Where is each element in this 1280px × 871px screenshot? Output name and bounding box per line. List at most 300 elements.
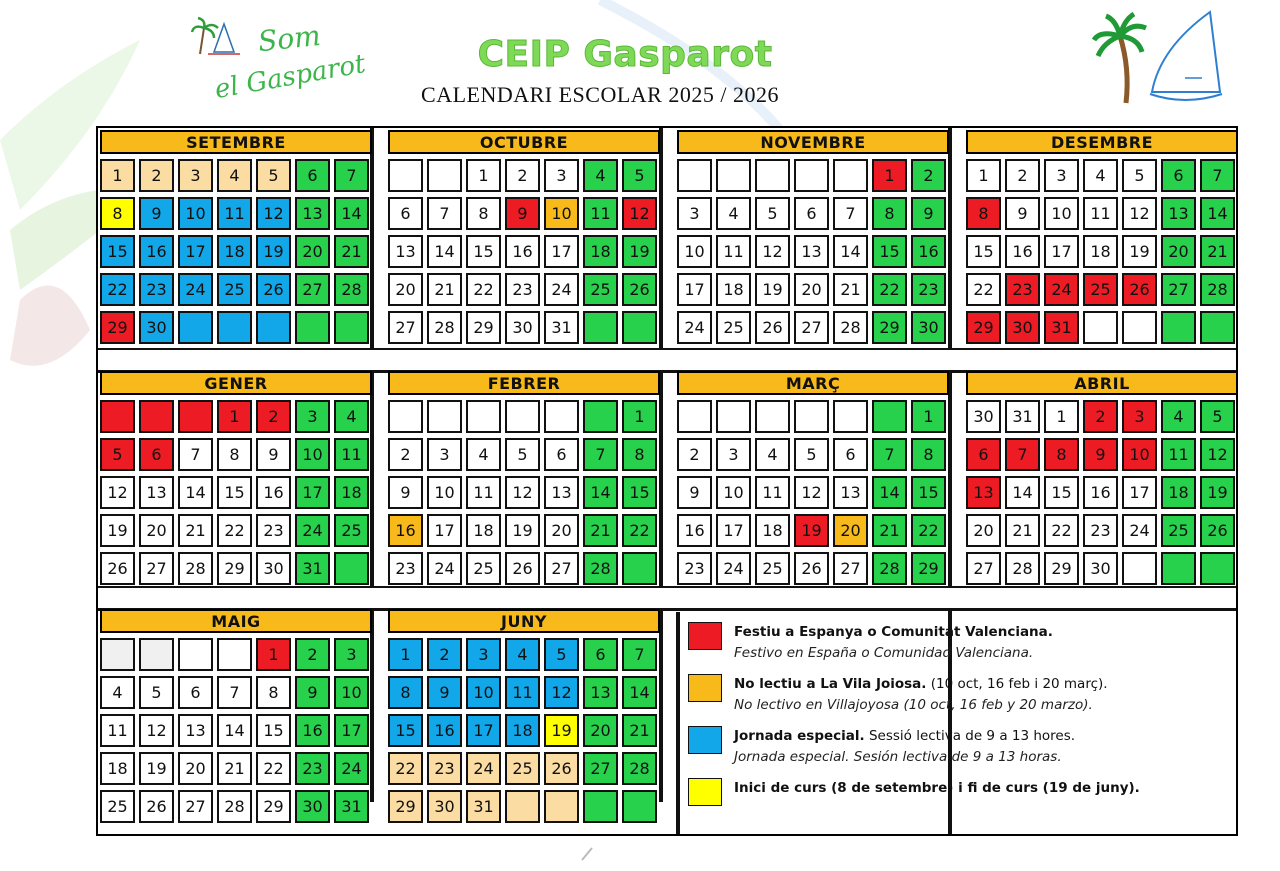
day-cell: 12	[794, 476, 829, 509]
day-cell: 19	[139, 752, 174, 785]
day-cell: 9	[1005, 197, 1040, 230]
day-cell: 29	[1044, 552, 1079, 585]
day-cell: 30	[966, 400, 1001, 433]
day-cell	[217, 638, 252, 671]
day-cell: 12	[256, 197, 291, 230]
day-cell: 13	[544, 476, 579, 509]
day-cell: 6	[966, 438, 1001, 471]
month-setembre	[100, 130, 372, 344]
day-cell: 10	[1044, 197, 1079, 230]
day-cell: 16	[139, 235, 174, 268]
month-header: FEBRER	[388, 371, 660, 395]
day-cell: 24	[295, 514, 330, 547]
day-cell: 1	[966, 159, 1001, 192]
day-cell	[1122, 552, 1157, 585]
day-cell	[139, 400, 174, 433]
month-header: MAIG	[100, 609, 372, 633]
day-cell	[1200, 311, 1235, 344]
day-cell: 7	[334, 159, 369, 192]
day-cell: 3	[334, 638, 369, 671]
day-cell: 17	[677, 273, 712, 306]
day-cell: 7	[217, 676, 252, 709]
day-cell: 23	[1083, 514, 1118, 547]
day-cell: 22	[911, 514, 946, 547]
day-cell: 29	[911, 552, 946, 585]
day-cell: 26	[256, 273, 291, 306]
day-cell: 23	[256, 514, 291, 547]
day-cell: 31	[1005, 400, 1040, 433]
month-febrer	[388, 371, 660, 585]
day-cell: 9	[388, 476, 423, 509]
day-cell: 5	[256, 159, 291, 192]
day-cell: 25	[755, 552, 790, 585]
day-cell: 13	[583, 676, 618, 709]
day-cell: 9	[139, 197, 174, 230]
day-cell: 15	[872, 235, 907, 268]
day-cell	[794, 159, 829, 192]
day-cell: 18	[466, 514, 501, 547]
page-title: CEIP Gasparot	[477, 34, 773, 75]
legend-swatch-blue	[688, 726, 722, 754]
day-cell	[100, 400, 135, 433]
day-cell: 20	[295, 235, 330, 268]
day-cell	[505, 400, 540, 433]
day-cell: 4	[466, 438, 501, 471]
day-cell: 27	[1161, 273, 1196, 306]
legend-swatch-yellow	[688, 778, 722, 806]
day-cell: 23	[388, 552, 423, 585]
day-cell: 15	[1044, 476, 1079, 509]
day-cell: 17	[1122, 476, 1157, 509]
day-cell: 9	[505, 197, 540, 230]
month-març	[677, 371, 949, 585]
day-cell: 24	[466, 752, 501, 785]
day-cell: 28	[427, 311, 462, 344]
day-cell: 28	[622, 752, 657, 785]
day-cell: 3	[466, 638, 501, 671]
day-cell	[622, 311, 657, 344]
row-gap	[98, 586, 1236, 611]
day-cell: 7	[622, 638, 657, 671]
day-cell: 9	[911, 197, 946, 230]
day-cell: 4	[217, 159, 252, 192]
day-cell	[505, 790, 540, 823]
day-cell: 8	[388, 676, 423, 709]
day-cell: 24	[178, 273, 213, 306]
day-cell: 3	[544, 159, 579, 192]
day-cell: 28	[872, 552, 907, 585]
day-cell: 30	[139, 311, 174, 344]
legend-text	[734, 726, 1234, 768]
day-cell: 5	[505, 438, 540, 471]
day-cell: 26	[622, 273, 657, 306]
day-cell: 28	[1200, 273, 1235, 306]
day-cell: 25	[583, 273, 618, 306]
day-cell: 22	[622, 514, 657, 547]
day-cell: 14	[583, 476, 618, 509]
day-cell: 25	[505, 752, 540, 785]
day-cell: 10	[544, 197, 579, 230]
day-cell: 1	[911, 400, 946, 433]
day-cell: 15	[966, 235, 1001, 268]
day-cell: 13	[1161, 197, 1196, 230]
day-cell: 29	[872, 311, 907, 344]
day-cell: 12	[100, 476, 135, 509]
day-cell: 23	[295, 752, 330, 785]
day-grid	[677, 400, 949, 585]
month-header: OCTUBRE	[388, 130, 660, 154]
day-cell: 1	[622, 400, 657, 433]
day-cell	[544, 790, 579, 823]
day-cell	[755, 400, 790, 433]
day-cell: 19	[755, 273, 790, 306]
day-cell: 13	[966, 476, 1001, 509]
day-cell: 15	[256, 714, 291, 747]
day-cell: 1	[217, 400, 252, 433]
day-cell: 10	[716, 476, 751, 509]
day-cell: 12	[622, 197, 657, 230]
day-cell: 27	[794, 311, 829, 344]
day-cell: 14	[334, 197, 369, 230]
day-cell: 3	[716, 438, 751, 471]
day-cell: 28	[1005, 552, 1040, 585]
day-cell: 4	[716, 197, 751, 230]
day-cell: 1	[388, 638, 423, 671]
day-grid	[100, 638, 372, 823]
day-cell: 4	[1083, 159, 1118, 192]
day-cell: 22	[388, 752, 423, 785]
day-cell: 16	[295, 714, 330, 747]
day-cell	[872, 400, 907, 433]
palm-sailboat-icon	[1090, 8, 1230, 108]
legend-bold: Festiu a Espanya o Comunitat Valenciana.	[734, 624, 1053, 640]
legend-text	[734, 622, 1234, 664]
day-cell: 8	[100, 197, 135, 230]
day-cell: 20	[544, 514, 579, 547]
day-cell: 2	[139, 159, 174, 192]
day-cell: 19	[1122, 235, 1157, 268]
day-cell: 30	[505, 311, 540, 344]
day-cell: 29	[217, 552, 252, 585]
day-cell: 17	[716, 514, 751, 547]
day-cell: 13	[833, 476, 868, 509]
day-cell: 2	[295, 638, 330, 671]
day-cell: 9	[427, 676, 462, 709]
day-cell: 25	[100, 790, 135, 823]
day-cell: 18	[1161, 476, 1196, 509]
day-cell: 5	[794, 438, 829, 471]
day-cell: 27	[295, 273, 330, 306]
day-cell: 2	[505, 159, 540, 192]
day-cell	[334, 552, 369, 585]
day-cell	[178, 638, 213, 671]
day-cell: 18	[100, 752, 135, 785]
day-cell: 27	[544, 552, 579, 585]
day-cell: 10	[334, 676, 369, 709]
day-cell: 11	[217, 197, 252, 230]
day-cell: 5	[1200, 400, 1235, 433]
day-cell: 11	[755, 476, 790, 509]
day-cell: 28	[178, 552, 213, 585]
day-cell: 19	[505, 514, 540, 547]
day-cell: 22	[100, 273, 135, 306]
day-cell: 1	[256, 638, 291, 671]
day-cell: 8	[217, 438, 252, 471]
day-grid	[100, 400, 372, 585]
day-cell: 3	[1044, 159, 1079, 192]
month-juny	[388, 609, 660, 823]
month-abril	[966, 371, 1238, 585]
day-cell: 2	[677, 438, 712, 471]
day-cell	[755, 159, 790, 192]
day-cell: 21	[1005, 514, 1040, 547]
day-cell: 1	[872, 159, 907, 192]
day-cell: 25	[466, 552, 501, 585]
day-cell: 10	[1122, 438, 1157, 471]
day-cell: 31	[295, 552, 330, 585]
day-cell: 17	[466, 714, 501, 747]
day-cell: 29	[466, 311, 501, 344]
day-cell: 30	[256, 552, 291, 585]
month-header: ABRIL	[966, 371, 1238, 395]
day-cell: 16	[1005, 235, 1040, 268]
day-cell: 26	[794, 552, 829, 585]
day-cell: 1	[100, 159, 135, 192]
day-cell: 7	[872, 438, 907, 471]
day-cell: 6	[388, 197, 423, 230]
day-cell	[677, 159, 712, 192]
day-cell: 20	[388, 273, 423, 306]
day-cell: 18	[505, 714, 540, 747]
day-cell: 17	[1044, 235, 1079, 268]
day-cell: 11	[466, 476, 501, 509]
day-cell: 27	[966, 552, 1001, 585]
day-cell: 2	[911, 159, 946, 192]
day-cell: 7	[583, 438, 618, 471]
day-cell: 27	[833, 552, 868, 585]
day-cell	[544, 400, 579, 433]
day-cell: 13	[139, 476, 174, 509]
day-cell: 8	[1044, 438, 1079, 471]
day-cell: 6	[139, 438, 174, 471]
day-cell: 20	[139, 514, 174, 547]
day-cell: 18	[755, 514, 790, 547]
day-cell: 22	[466, 273, 501, 306]
day-cell: 19	[622, 235, 657, 268]
day-cell: 9	[677, 476, 712, 509]
day-cell: 13	[178, 714, 213, 747]
day-cell	[100, 638, 135, 671]
day-cell: 14	[1005, 476, 1040, 509]
day-cell: 4	[583, 159, 618, 192]
day-cell: 8	[966, 197, 1001, 230]
day-cell: 28	[334, 273, 369, 306]
day-cell: 31	[544, 311, 579, 344]
day-cell: 26	[1200, 514, 1235, 547]
day-cell: 14	[178, 476, 213, 509]
day-cell: 11	[1083, 197, 1118, 230]
day-cell	[334, 311, 369, 344]
day-cell: 8	[256, 676, 291, 709]
day-cell: 17	[178, 235, 213, 268]
day-cell: 9	[256, 438, 291, 471]
logo-text-line1: Som	[256, 18, 323, 59]
day-cell: 22	[872, 273, 907, 306]
day-cell: 19	[1200, 476, 1235, 509]
calendar-board	[96, 126, 1238, 836]
day-cell: 20	[794, 273, 829, 306]
day-cell: 24	[427, 552, 462, 585]
day-cell: 3	[1122, 400, 1157, 433]
month-header: JUNY	[388, 609, 660, 633]
day-cell: 21	[334, 235, 369, 268]
day-cell: 6	[1161, 159, 1196, 192]
day-cell: 8	[466, 197, 501, 230]
month-gener	[100, 371, 372, 585]
day-cell: 11	[505, 676, 540, 709]
day-cell: 31	[466, 790, 501, 823]
day-cell: 14	[833, 235, 868, 268]
day-cell: 5	[622, 159, 657, 192]
day-cell: 5	[139, 676, 174, 709]
day-cell: 26	[505, 552, 540, 585]
day-cell	[833, 159, 868, 192]
day-cell: 24	[1044, 273, 1079, 306]
day-cell: 10	[466, 676, 501, 709]
day-cell	[794, 400, 829, 433]
day-cell: 27	[388, 311, 423, 344]
day-cell: 29	[256, 790, 291, 823]
legend-text	[734, 674, 1234, 716]
day-cell	[466, 400, 501, 433]
legend-italic: Jornada especial. Sesión lectiva de 9 a 13 horas.	[734, 749, 1062, 765]
day-cell	[217, 311, 252, 344]
day-cell	[1161, 552, 1196, 585]
day-cell: 30	[911, 311, 946, 344]
day-cell: 17	[295, 476, 330, 509]
day-cell: 21	[833, 273, 868, 306]
day-cell: 6	[794, 197, 829, 230]
day-cell: 8	[911, 438, 946, 471]
day-cell: 11	[716, 235, 751, 268]
day-cell: 11	[334, 438, 369, 471]
day-cell	[1200, 552, 1235, 585]
day-cell: 18	[583, 235, 618, 268]
day-cell: 6	[833, 438, 868, 471]
day-cell: 25	[1083, 273, 1118, 306]
day-cell: 6	[544, 438, 579, 471]
day-cell: 4	[505, 638, 540, 671]
day-cell: 23	[677, 552, 712, 585]
month-header: MARÇ	[677, 371, 949, 395]
logo-text-line2: el Gasparot	[212, 49, 368, 105]
school-logo-left	[190, 14, 380, 109]
day-cell: 26	[755, 311, 790, 344]
day-cell: 24	[544, 273, 579, 306]
day-cell: 23	[911, 273, 946, 306]
day-cell: 13	[388, 235, 423, 268]
day-cell: 3	[295, 400, 330, 433]
day-cell: 14	[1200, 197, 1235, 230]
day-cell	[622, 552, 657, 585]
day-cell: 2	[1083, 400, 1118, 433]
day-cell: 5	[1122, 159, 1157, 192]
legend	[676, 612, 1234, 834]
day-cell: 20	[178, 752, 213, 785]
legend-rest: Sessió lectiva de 9 a 13 hores.	[864, 728, 1076, 744]
day-cell: 29	[100, 311, 135, 344]
day-cell: 14	[427, 235, 462, 268]
day-cell: 25	[334, 514, 369, 547]
day-grid	[966, 159, 1238, 344]
day-cell: 30	[1005, 311, 1040, 344]
day-cell	[622, 790, 657, 823]
day-cell: 21	[1200, 235, 1235, 268]
day-cell: 15	[388, 714, 423, 747]
day-cell: 10	[178, 197, 213, 230]
day-cell: 22	[217, 514, 252, 547]
day-cell: 13	[794, 235, 829, 268]
day-cell: 7	[427, 197, 462, 230]
day-cell: 26	[544, 752, 579, 785]
month-header: NOVEMBRE	[677, 130, 949, 154]
day-cell: 23	[139, 273, 174, 306]
day-cell	[139, 638, 174, 671]
legend-swatch-red	[688, 622, 722, 650]
day-cell: 30	[427, 790, 462, 823]
day-cell: 18	[334, 476, 369, 509]
day-cell: 27	[583, 752, 618, 785]
day-cell: 26	[139, 790, 174, 823]
day-cell: 6	[583, 638, 618, 671]
month-header: DESEMBRE	[966, 130, 1238, 154]
day-cell: 15	[911, 476, 946, 509]
day-cell	[716, 400, 751, 433]
day-cell	[1083, 311, 1118, 344]
day-cell: 5	[100, 438, 135, 471]
day-cell: 19	[544, 714, 579, 747]
month-maig	[100, 609, 372, 823]
day-cell: 24	[716, 552, 751, 585]
day-cell	[427, 159, 462, 192]
day-cell: 4	[334, 400, 369, 433]
day-cell: 7	[1005, 438, 1040, 471]
day-cell: 26	[100, 552, 135, 585]
day-grid	[388, 400, 660, 585]
legend-rest: (10 oct, 16 feb i 20 març).	[926, 676, 1108, 692]
day-cell: 14	[622, 676, 657, 709]
day-cell: 31	[1044, 311, 1079, 344]
day-cell: 16	[388, 514, 423, 547]
day-cell: 21	[622, 714, 657, 747]
day-cell	[295, 311, 330, 344]
day-cell: 20	[966, 514, 1001, 547]
day-cell	[583, 790, 618, 823]
day-cell: 23	[1005, 273, 1040, 306]
day-cell	[833, 400, 868, 433]
day-cell: 29	[966, 311, 1001, 344]
day-cell: 11	[583, 197, 618, 230]
day-cell: 21	[217, 752, 252, 785]
day-cell: 3	[178, 159, 213, 192]
legend-text	[734, 778, 1234, 799]
day-cell: 11	[100, 714, 135, 747]
day-cell: 2	[427, 638, 462, 671]
legend-italic: Festivo en España o Comunidad Valenciana.	[734, 645, 1034, 661]
day-cell: 3	[427, 438, 462, 471]
day-cell	[256, 311, 291, 344]
day-cell: 6	[295, 159, 330, 192]
